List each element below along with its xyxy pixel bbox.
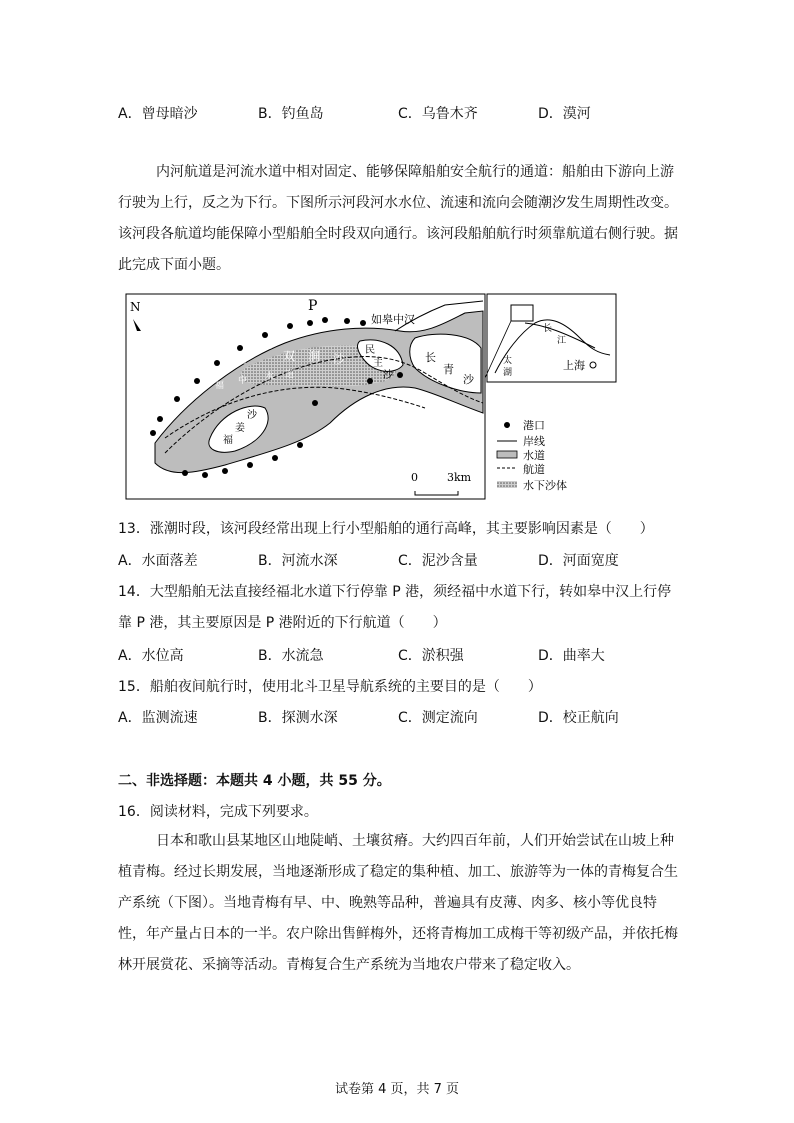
rugao-label: 如皋中汉 bbox=[371, 313, 415, 326]
q14-stem-line2: 靠 P 港，其主要原因是 P 港附近的下行航道（ ） bbox=[118, 615, 447, 631]
fuzhong-char: 道 bbox=[285, 370, 295, 380]
port-dot bbox=[272, 455, 278, 461]
q15-option-b: B．探测水深 bbox=[258, 710, 338, 726]
fubei-char: 水 bbox=[250, 348, 260, 358]
q13-option-d: D．河面宽度 bbox=[538, 553, 619, 569]
shuangjian-char: 沙 bbox=[333, 352, 346, 366]
legend-channel: 水道 bbox=[523, 449, 545, 462]
inset-lake-char: 湖 bbox=[503, 368, 513, 378]
fujiang-char: 沙 bbox=[247, 410, 257, 421]
q13-option-c: C．泥沙含量 bbox=[398, 553, 478, 569]
changqing-char: 青 bbox=[443, 363, 454, 376]
port-dot bbox=[157, 416, 163, 422]
intro-text: 内河航道是河流水道中相对固定、能够保障船舶安全航行的通道：船舶由下游向上游行驶为上行，反之为下行。下图所示河段河水水位、流速和流向会随潮汐发生周期性改变。该河段各航道均能保障小型船舶全时段双向通行。该河段船舶航行时须靠航道右侧行驶。据此完成下面小题。 bbox=[118, 164, 678, 273]
q13-stem: 13．涨潮时段，该河段经常出现上行小型船舶的通行高峰，其主要影响因素是（ ） bbox=[118, 521, 654, 537]
port-dot bbox=[174, 396, 180, 402]
legend-sand-symbol bbox=[497, 481, 517, 488]
q12-option-d: D．漠河 bbox=[538, 106, 591, 122]
fujiang-char: 姜 bbox=[235, 423, 245, 434]
q15-option-a: A．监测流速 bbox=[118, 710, 198, 726]
inset-lake-char: 太 bbox=[503, 356, 513, 366]
legend-channel-symbol bbox=[497, 451, 517, 458]
q14-stem-line1: 14．大型船舶无法直接经福北水道下行停靠 P 港，须经福中水道下行，转如皋中汉上行停 bbox=[118, 584, 672, 600]
intro-paragraph bbox=[118, 157, 678, 281]
q16-paragraph bbox=[118, 826, 678, 981]
minzhu-char: 主 bbox=[373, 358, 383, 369]
legend-port-symbol bbox=[504, 422, 510, 428]
fujiang-char: 福 bbox=[223, 435, 233, 446]
port-dot bbox=[367, 378, 373, 384]
port-dot bbox=[307, 320, 313, 326]
port-dot bbox=[397, 372, 403, 378]
shuangjian-char: 涧 bbox=[308, 349, 321, 363]
q13-option-b: B．河流水深 bbox=[258, 553, 338, 569]
fubei-char: 北 bbox=[237, 356, 247, 366]
port-dot bbox=[360, 320, 366, 326]
q12-option-c: C．乌鲁木齐 bbox=[398, 106, 478, 122]
legend-route: 航道 bbox=[523, 463, 545, 476]
q15-option-c: C．测定流向 bbox=[398, 710, 478, 726]
river-map-figure bbox=[125, 293, 617, 501]
q14-option-b: B．水流急 bbox=[258, 648, 324, 664]
changqing-char: 沙 bbox=[463, 373, 474, 386]
port-dot bbox=[222, 468, 228, 474]
port-dot bbox=[247, 462, 253, 468]
port-dot bbox=[194, 378, 200, 384]
q16-text: 日本和歌山县某地区山地陡峭、土壤贫瘠。大约四百年前，人们开始尝试在山坡上种植青梅。经过长期发展，当地逐渐形成了稳定的集种植、加工、旅游等为一体的青梅复合生产系统（下图）。当地青梅有早、中、晚熟等品种，普遍具有皮薄、肉多、核小等优良特性，年产量占日本的一半。农户除出售鲜梅外，还将青梅加工成梅干等初级产品，并依托梅林开展赏花、采摘等活动。青梅复合生产系统为当地农户带来了稳定收入。 bbox=[118, 833, 678, 973]
legend-shore: 岸线 bbox=[523, 435, 545, 448]
legend-port: 港口 bbox=[523, 419, 545, 432]
q12-option-b: B．钓鱼岛 bbox=[258, 106, 324, 122]
port-dot bbox=[262, 332, 268, 338]
inset-river-char: 江 bbox=[557, 336, 567, 346]
legend-sand: 水下沙体 bbox=[523, 479, 567, 492]
port-dot bbox=[344, 318, 350, 324]
changqing-char: 长 bbox=[425, 351, 436, 364]
q15-option-d: D．校正航向 bbox=[538, 710, 619, 726]
port-dot bbox=[182, 470, 188, 476]
q13-option-a: A．水面落差 bbox=[118, 553, 198, 569]
port-dot bbox=[322, 317, 328, 323]
port-dot bbox=[297, 442, 303, 448]
section2-title: 二、非选择题：本题共 4 小题，共 55 分。 bbox=[118, 773, 391, 789]
q15-stem: 15．船舶夜间航行时，使用北斗卫星导航系统的主要目的是（ ） bbox=[118, 679, 542, 695]
port-dot bbox=[237, 345, 243, 351]
q14-option-c: C．淤积强 bbox=[398, 648, 464, 664]
fuzhong-char: 中 bbox=[238, 376, 248, 386]
port-p-label: P bbox=[308, 298, 318, 314]
scale-zero: 0 bbox=[411, 471, 418, 484]
inset-river-char: 长 bbox=[543, 324, 553, 334]
inset-shanghai: 上海 bbox=[563, 359, 585, 372]
fuzhong-char: 水 bbox=[265, 372, 275, 382]
port-dot bbox=[150, 430, 156, 436]
q14-option-d: D．曲率大 bbox=[538, 648, 605, 664]
minzhu-char: 沙 bbox=[383, 370, 393, 381]
port-dot bbox=[214, 360, 220, 366]
port-dot bbox=[312, 400, 318, 406]
page-footer: 试卷第 4 页，共 7 页 bbox=[334, 1082, 460, 1097]
q14-option-a: A．水位高 bbox=[118, 648, 184, 664]
q12-option-a: A．曾母暗沙 bbox=[118, 106, 198, 122]
q16-stem: 16．阅读材料，完成下列要求。 bbox=[118, 804, 318, 820]
port-dot bbox=[287, 323, 293, 329]
fuzhong-char: 福 bbox=[215, 381, 225, 391]
minzhu-char: 民 bbox=[365, 345, 375, 356]
north-label: N bbox=[130, 300, 141, 314]
scale-distance: 3km bbox=[447, 471, 472, 484]
shuangjian-char: 双 bbox=[283, 349, 296, 363]
port-dot bbox=[202, 472, 208, 478]
fubei-char: 道 bbox=[263, 341, 273, 351]
